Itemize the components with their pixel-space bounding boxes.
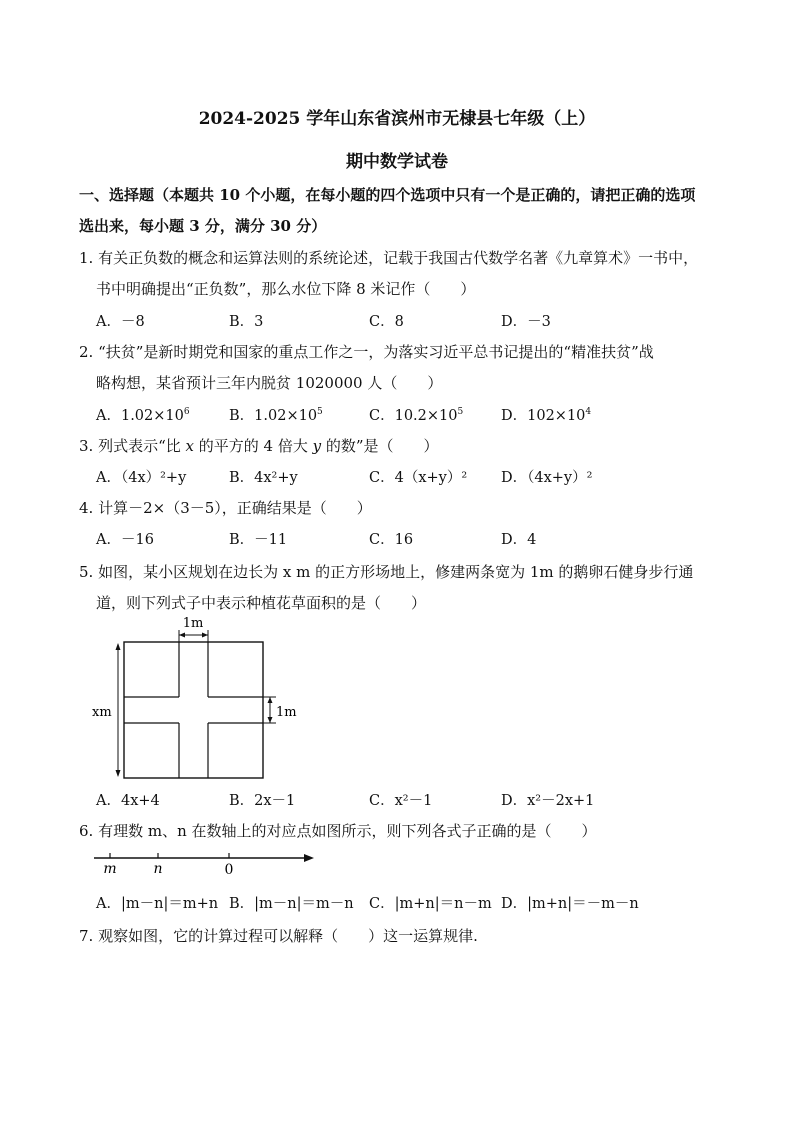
option-a[interactable]: A．－8 (96, 314, 145, 330)
option-d[interactable]: D．－3 (501, 314, 551, 330)
option-a[interactable]: A．－16 (96, 532, 154, 548)
option-b[interactable]: B．4x²+y (229, 470, 298, 486)
option-c[interactable]: C．8 (369, 314, 404, 330)
origin-label: 0 (224, 862, 234, 878)
option-c[interactable]: C．x²－1 (369, 793, 433, 809)
question-stem: 略构想，某省预计三年内脱贫 1020000 人（ ） (96, 374, 443, 392)
point-n-label: n (153, 861, 163, 877)
question-stem: 7. 观察如图，它的计算过程可以解释（ ）这一运算规律. (79, 927, 478, 945)
question-stem: 3. 列式表示“比 x 的平方的 4 倍大 y 的数”是（ ） (79, 437, 439, 455)
section-heading-line1: 一、选择题（本题共 10 个小题，在每小题的四个选项中只有一个是正确的，请把正确的选项 (79, 186, 696, 204)
question-stem: 2. “扶贫”是新时期党和国家的重点工作之一，为落实习近平总书记提出的“精准扶贫”战 (79, 343, 654, 361)
page-title-line2: 期中数学试卷 (346, 152, 448, 172)
option-d[interactable]: D．x²－2x+1 (501, 793, 595, 809)
option-d[interactable]: D．4 (501, 532, 537, 548)
option-b[interactable]: B．3 (229, 314, 264, 330)
option-a[interactable]: A．（4x）²+y (96, 470, 187, 486)
point-m-label: m (103, 861, 117, 877)
option-d[interactable]: D．（4x+y）² (501, 470, 593, 486)
question-stem: 道，则下列式子中表示种植花草面积的是（ ） (96, 594, 427, 612)
option-d[interactable]: D．|m+n|＝－m－n (501, 896, 639, 912)
option-b[interactable]: B．－11 (229, 532, 288, 548)
question-stem: 4. 计算－2×（3－5），正确结果是（ ） (79, 499, 372, 517)
square-field-figure (90, 612, 310, 784)
right-width-label: 1m (276, 705, 297, 720)
option-a[interactable]: A．4x+4 (96, 793, 160, 809)
question-stem: 5. 如图，某小区规划在边长为 x m 的正方形场地上，修建两条宽为 1m 的鹅卵石健身步行通 (79, 563, 694, 581)
number-line-figure (90, 846, 320, 880)
option-b[interactable]: B．$1.02\times 10^5$ (229, 407, 323, 424)
question-stem: 6. 有理数 m、n 在数轴上的对应点如图所示，则下列各式子正确的是（ ） (79, 822, 597, 840)
option-c[interactable]: C．$10.2\times 10^5$ (369, 407, 464, 424)
section-heading-line2: 选出来，每小题 3 分，满分 30 分） (79, 217, 327, 235)
option-a[interactable]: A．|m－n|＝m+n (96, 896, 219, 912)
option-a[interactable]: A．$1.02\times 10^6$ (96, 407, 190, 424)
option-b[interactable]: B．2x－1 (229, 793, 296, 809)
option-c[interactable]: C．|m+n|＝n－m (369, 896, 492, 912)
option-c[interactable]: C．16 (369, 532, 414, 548)
question-stem: 书中明确提出“正负数”，那么水位下降 8 米记作（ ） (96, 280, 476, 298)
option-c[interactable]: C．4（x+y）² (369, 470, 468, 486)
question-stem: 1. 有关正负数的概念和运算法则的系统论述，记载于我国古代数学名著《九章算术》一书中， (79, 249, 699, 267)
page-title-line1: 2024-2025 学年山东省滨州市无棣县七年级（上） (198, 109, 596, 129)
option-d[interactable]: D．$102\times 10^4$ (501, 407, 592, 424)
side-length-label: xm (92, 705, 112, 720)
top-width-label: 1m (182, 616, 204, 631)
option-b[interactable]: B．|m－n|＝m－n (229, 896, 354, 912)
